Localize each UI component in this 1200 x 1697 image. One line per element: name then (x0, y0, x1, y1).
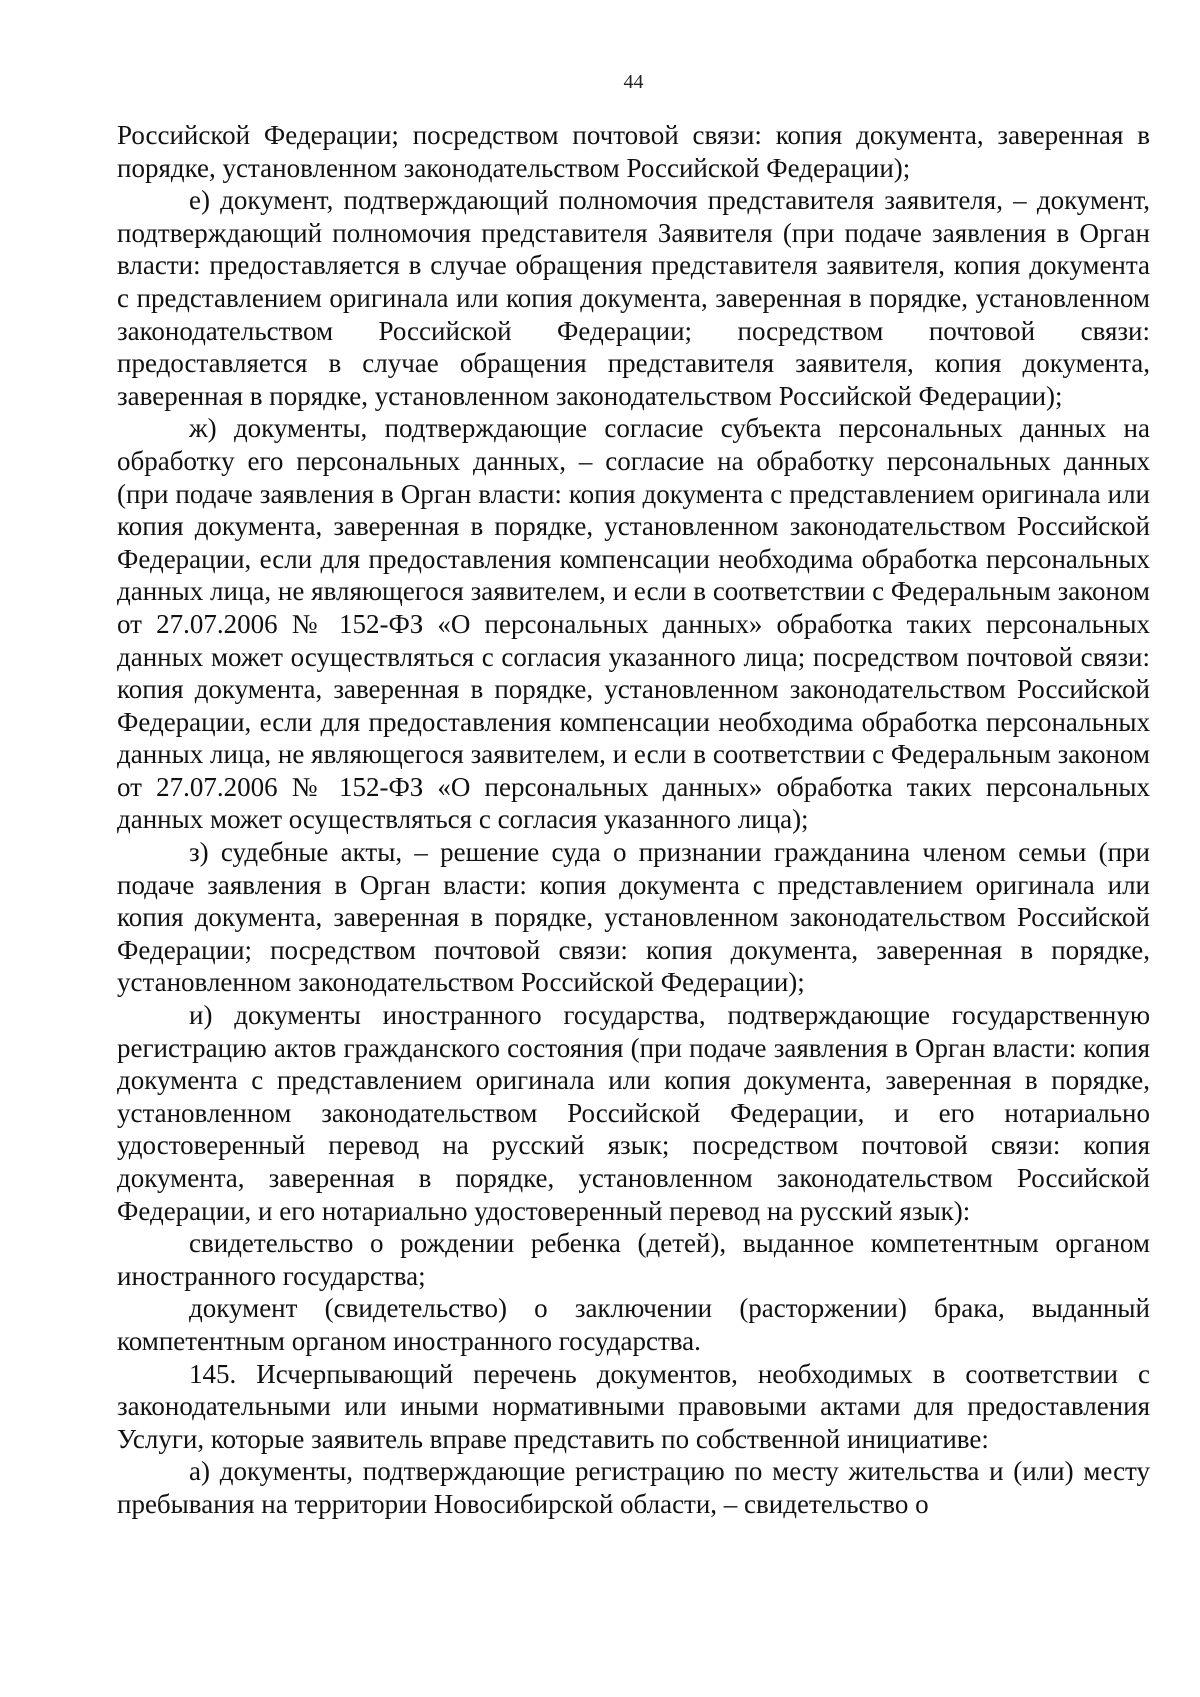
page-number: 44 (623, 71, 644, 93)
paragraph-item-i: и) документы иностранного государства, подтверждающие государственную регистрацию актов гражданского состояния (при подаче заявления в Орган власти: копия документа с представлением оригинала или копия документа, заверенная в порядке, установленном законодательством Российской Федерации, и его нотариально удостоверенный перевод на русский язык; посредством почтовой связи: копия документа, заверенная в порядке, установленном законодательством Российской Федерации, и его нотариально удостоверенный перевод на русский язык): (117, 1000, 1150, 1226)
paragraph-item-z: з) судебные акты, – решение суда о признании гражданина членом семьи (при подаче заявления в Орган власти: копия документа с представлением оригинала или копия документа, заверенная в порядке, установленном законодательством Российской Федерации; посредством почтовой связи: копия документа, заверенная в порядке, установленном законодательством Российской Федерации); (117, 837, 1150, 998)
paragraph-item-a: а) документы, подтверждающие регистрацию по месту жительства и (или) месту пребывания на территории Новосибирской области, – свидетельство о (117, 1456, 1150, 1519)
paragraph-item-e: е) документ, подтверждающий полномочия представителя заявителя, – документ, подтверждающий полномочия представителя Заявителя (при подаче заявления в Орган власти: предоставляется в случае обращения представителя заявителя, копия документа с представлением оригинала или копия документа, заверенная в порядке, установленном законодательством Российской Федерации; посредством почтовой связи: предоставляется в случае обращения представителя заявителя, копия документа, заверенная в порядке, установленном законодательством Российской Федерации); (117, 185, 1150, 411)
paragraph-marriage-certificate: документ (свидетельство) о заключении (расторжении) брака, выданный компетентным органом иностранного государства. (117, 1293, 1150, 1356)
paragraph-section-145: 145. Исчерпывающий перечень документов, необходимых в соответствии с законодательными или иными нормативными правовыми актами для предоставления Услуги, которые заявитель вправе представить по собственной инициативе: (117, 1358, 1150, 1454)
paragraph-birth-certificate: свидетельство о рождении ребенка (детей), выданное компетентным органом иностранного государства; (117, 1228, 1150, 1291)
document-body (117, 119, 1150, 1521)
paragraph-item-zh: ж) документы, подтверждающие согласие субъекта персональных данных на обработку его персональных данных, – согласие на обработку персональных данных (при подаче заявления в Орган власти: копия документа с представлением оригинала или копия документа, заверенная в порядке, установленном законодательством Российской Федерации, если для предоставления компенсации необходима обработка персональных данных лица, не являющегося заявителем, и если в соответствии с Федеральным законом от 27.07.2006 № 152-ФЗ «О персональных данных» обработка таких персональных данных может осуществляться с согласия указанного лица; посредством почтовой связи: копия документа, заверенная в порядке, установленном законодательством Российской Федерации, если для предоставления компенсации необходима обработка персональных данных лица, не являющегося заявителем, и если в соответствии с Федеральным законом от 27.07.2006 № 152-ФЗ «О персональных данных» обработка таких персональных данных может осуществляться с согласия указанного лица); (117, 413, 1150, 835)
paragraph-continuation: Российской Федерации; посредством почтовой связи: копия документа, заверенная в порядке, установленном законодательством Российской Федерации); (117, 120, 1150, 183)
